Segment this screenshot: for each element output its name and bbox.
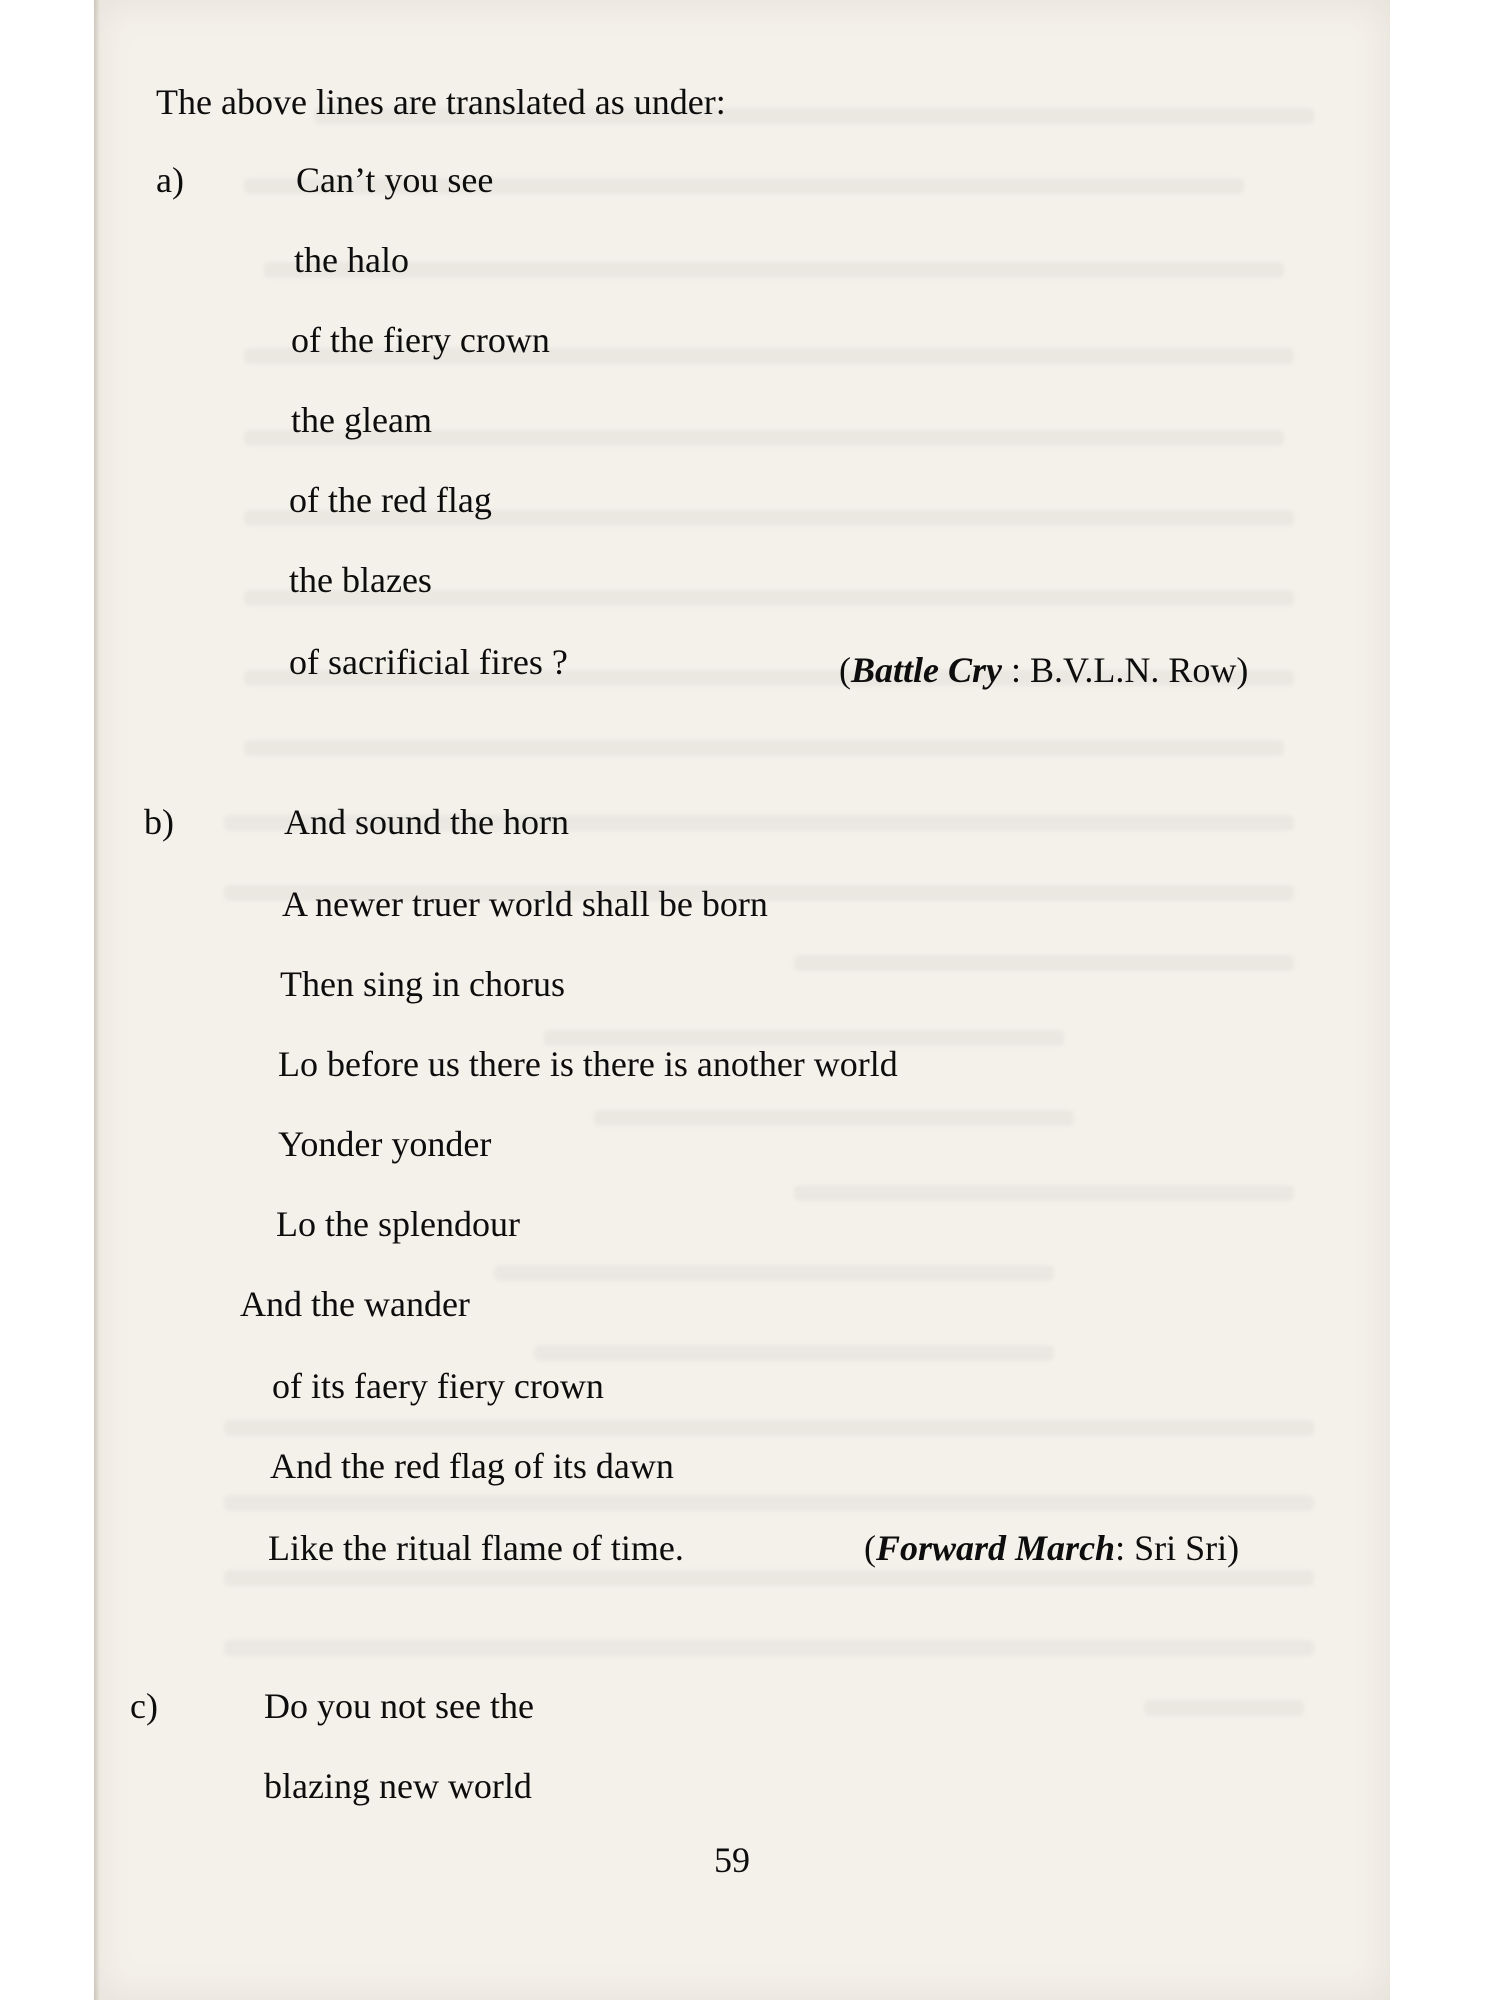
verse-line: Do you not see the	[264, 1686, 534, 1726]
verse-line: Like the ritual flame of time.	[268, 1528, 684, 1568]
attribution-b: (Forward March: Sri Sri)	[864, 1528, 1240, 1568]
verse-line: the gleam	[291, 400, 432, 440]
poet-name: Sri Sri	[1134, 1528, 1228, 1568]
poem-title: Forward March	[876, 1528, 1116, 1568]
page-number: 59	[714, 1840, 750, 1880]
verse-line: Lo before us there is there is another world	[278, 1044, 898, 1084]
verse-line: Then sing in chorus	[280, 964, 565, 1004]
verse-line: of the fiery crown	[291, 320, 550, 360]
section-label-b: b)	[144, 802, 174, 842]
book-page	[94, 0, 1390, 2000]
page-edge-shadow	[94, 0, 100, 2000]
poem-title: Battle Cry	[851, 650, 1002, 690]
section-label-c: c)	[130, 1686, 158, 1726]
verse-line: And the wander	[240, 1284, 470, 1324]
verse-line: of sacrificial fires ?	[289, 642, 568, 682]
verse-line: the blazes	[289, 560, 432, 600]
poet-name: B.V.L.N. Row	[1030, 650, 1237, 690]
verse-line: the halo	[294, 240, 409, 280]
verse-line: And sound the horn	[284, 802, 569, 842]
intro-line: The above lines are translated as under:	[156, 82, 726, 122]
verse-line: Lo the splendour	[276, 1204, 520, 1244]
attribution-a: (Battle Cry : B.V.L.N. Row)	[839, 650, 1249, 690]
section-label-a: a)	[156, 160, 184, 200]
verse-line: of its faery fiery crown	[272, 1366, 604, 1406]
verse-line: Can’t you see	[296, 160, 494, 200]
verse-line: Yonder yonder	[278, 1124, 492, 1164]
verse-line: A newer truer world shall be born	[282, 884, 768, 924]
verse-line: And the red flag of its dawn	[270, 1446, 674, 1486]
verse-line: blazing new world	[264, 1766, 532, 1806]
verse-line: of the red flag	[289, 480, 492, 520]
